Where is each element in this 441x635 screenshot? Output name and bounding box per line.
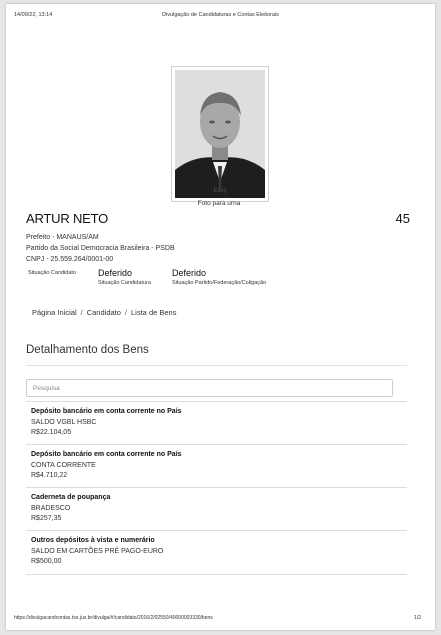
- candidate-number: 45: [395, 211, 410, 226]
- candidate-name: ARTUR NETO: [26, 211, 109, 226]
- breadcrumb-home[interactable]: Página Inicial: [32, 308, 77, 317]
- status-partido-label: Situação Partido/Federação/Coligação: [172, 280, 267, 286]
- status-candidatura-value: Deferido: [98, 268, 133, 278]
- print-url: https://divulgacandcontas.tse.jus.br/divulga/#/candidato/2016/2/02550/40000003330/bens: [14, 615, 213, 621]
- asset-type: Depósito bancário em conta corrente no País: [31, 408, 182, 415]
- asset-value: R$22.104,05: [31, 429, 72, 436]
- asset-divider: [26, 487, 407, 488]
- asset-description: CONTA CORRENTE: [31, 461, 96, 469]
- breadcrumb: [32, 308, 176, 317]
- asset-divider: [26, 401, 407, 402]
- breadcrumb-separator: /: [80, 308, 83, 317]
- print-footer: [14, 615, 421, 621]
- asset-type: Caderneta de poupança: [31, 494, 111, 501]
- asset-description: BRADESCO: [31, 504, 71, 512]
- breadcrumb-asset-list: Lista de Bens: [131, 308, 177, 317]
- asset-description: SALDO VGBL HSBC: [31, 418, 97, 426]
- asset-value: R$500,00: [31, 558, 62, 565]
- asset-divider: [26, 530, 407, 531]
- asset-item-4: [31, 536, 163, 568]
- asset-value: R$4.710,22: [31, 472, 68, 479]
- breadcrumb-candidate[interactable]: Candidato: [86, 308, 121, 317]
- status-partido-value: Deferido: [172, 268, 207, 278]
- portrait-image: [175, 70, 265, 198]
- photo-caption: Foto para urna: [197, 200, 241, 207]
- print-title: Divulgação de Candidaturas e Contas Eleitorais: [162, 12, 279, 18]
- status-candidate-label: Situação Candidato: [28, 270, 77, 276]
- asset-type: Outros depósitos à vista e numerário: [31, 537, 155, 544]
- asset-type: Depósito bancário em conta corrente no País: [31, 451, 182, 458]
- asset-divider: [26, 574, 407, 575]
- asset-description: SALDO EM CARTÕES PRÉ PAGO-EURO: [31, 547, 164, 555]
- candidate-photo: [175, 70, 265, 198]
- section-title: Detalhamento dos Bens: [26, 344, 149, 356]
- asset-value: R$257,35: [31, 515, 62, 522]
- breadcrumb-separator: /: [124, 308, 128, 317]
- status-candidatura-label: Situação Candidatura: [98, 280, 151, 286]
- page-number: 1/2: [414, 615, 421, 621]
- candidate-cnpj: CNPJ - 25.559.264/0001-00: [26, 256, 114, 263]
- candidate-office: Prefeito - MANAUS/AM: [26, 234, 99, 241]
- candidate-party: Partido da Social Democracia Brasileira - PSDB: [26, 245, 175, 252]
- printed-page: [6, 4, 435, 630]
- search-input[interactable]: [26, 379, 393, 397]
- asset-item-2: [31, 450, 182, 482]
- asset-item-3: [31, 493, 110, 525]
- asset-divider: [26, 444, 407, 445]
- photo-overlay-text: Eleiç: [213, 188, 227, 194]
- asset-item-1: [31, 407, 182, 439]
- section-divider: [26, 365, 407, 366]
- candidate-photo-frame: [171, 66, 269, 202]
- print-date: 14/09/22, 13:14: [14, 12, 53, 18]
